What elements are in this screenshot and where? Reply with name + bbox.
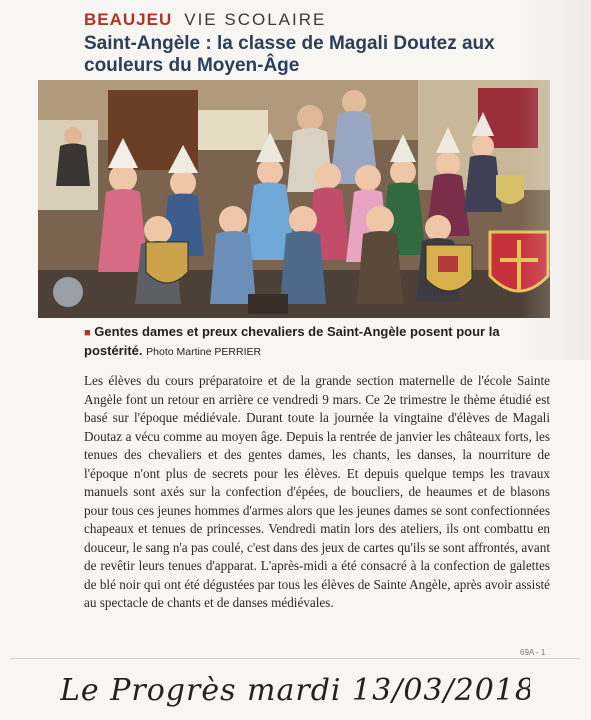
section-rubric: VIE SCOLAIRE bbox=[184, 10, 327, 29]
handwritten-text: Le Progrès mardi 13/03/2018 bbox=[60, 673, 530, 708]
article-paragraph: Les élèves du cours préparatoire et de la grande section maternelle de l'école Sainte Angèle font un retour en arrière ce vendredi 9 mars. Ce 2e trimestre le thème étudié est basé sur l'époque médiévale. Durant toute la journée la vingtaine d'élèves de Magali Doutaz a vécu comme au moyen âge. Depuis la rentrée de janvier les châteaux forts, les tenues des chevaliers et des gentes dames, les chants, les danses, la nourriture de l'époque n'ont plus de secrets pour les élèves. Et depuis quelque temps les travaux manuels sont axés sur la confection d'épées, de boucliers, de heaumes et de blasons pour tous ces jeunes hommes d'armes alors que les jeunes dames se sont confectionnées chapeaux et tenues de princesses. Vendredi matin lors des ateliers, ils ont combattu en douceur, le sang n'a pas coulé, c'est dans des jeux de cartes qu'ils se sont affrontés, avant de revêtir leurs tenues d'apparat. L'après-midi a été consacré à la confection de galettes de blé noir qui ont été dégustées par tous les élèves de Sainte Angèle, après avoir assisté au spectacle de chants et de danses médiévales. bbox=[84, 373, 550, 610]
photo-credit: Photo Martine PERRIER bbox=[146, 346, 262, 358]
page-reference: 69A - 1 bbox=[520, 648, 546, 657]
article-header bbox=[84, 10, 326, 30]
class-group-photo bbox=[38, 80, 550, 318]
article-photo bbox=[38, 80, 550, 318]
photo-caption bbox=[84, 323, 524, 361]
page-edge-shade bbox=[520, 0, 591, 360]
handwritten-signature-graphic bbox=[60, 668, 530, 712]
handwritten-source-note bbox=[60, 668, 530, 712]
caption-text: Gentes dames et preux chevaliers de Saint-Angèle posent pour la postérité. bbox=[84, 324, 500, 358]
location-kicker: BEAUJEU bbox=[84, 10, 173, 29]
caption-bullet: ■ bbox=[84, 327, 91, 339]
article-body bbox=[84, 372, 550, 613]
divider bbox=[10, 658, 580, 659]
article-headline: Saint-Angèle : la classe de Magali Doutez aux couleurs du Moyen-Âge bbox=[84, 33, 495, 76]
